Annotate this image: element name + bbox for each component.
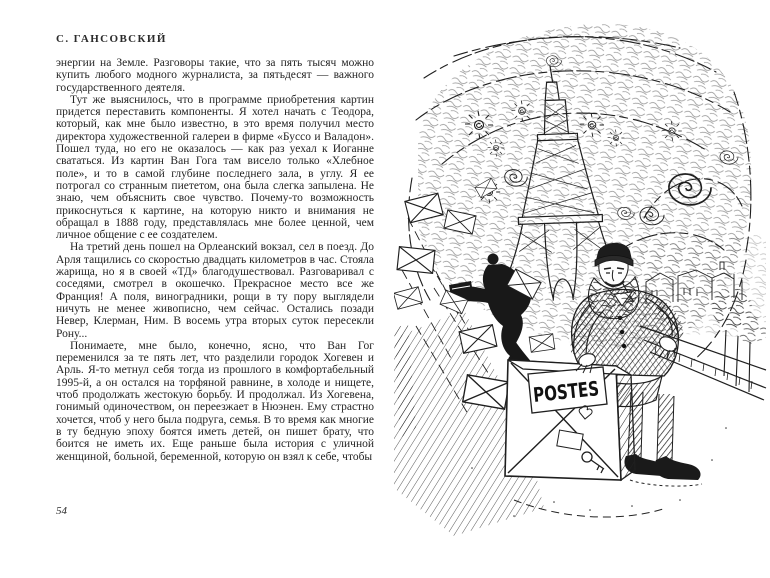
stamp-doodle bbox=[557, 430, 583, 450]
running-head: С. ГАНСОВСКИЙ bbox=[56, 33, 167, 45]
boot-right bbox=[655, 456, 701, 480]
page-number: 54 bbox=[56, 505, 67, 517]
left-page bbox=[56, 33, 374, 463]
van-gogh-illustration bbox=[394, 8, 768, 548]
paragraph-4: Понимаете, мне было, конечно, ясно, что Ван Гог переменился за те пять лет, что разделили городок Хогевен и Арль. Я-то метнул себя тогда из прошлого в комфортабельный 1995-й, а он остался на торфяной равнине, в холоде и нищете, чтоб продолжать жестокую борьбу. И продолжал. Из Хогевена, гонимый одиночеством, он переезжает в Нюэнен. Ему страстно хочется, чтоб у него была подруга, семья. В то время как многие в ту бедную эпоху боятся иметь детей, он пишет брату, что боится не иметь их. Еще раньше была история с уличной женщиной, больной, беременной, которую он взял к себе, чтобы bbox=[56, 339, 374, 463]
postes-label: POSTES bbox=[532, 373, 622, 407]
paragraph-2: Тут же выяснилось, что в программе приобретения картин придется переставить компоненты. Я хотел начать с Теодора, который, как мне было известно, в это время получил место директора художественной галереи в фирме «Буссо и Валадон». Пошел туда, но его не оказалось — как раз уехал к Иоганне свататься. Из картин Ван Гога там висело только «Хлебное поле», и то в самой глубине последнего зала, в углу. Я ее потрогал со странным пиететом, она была слегка запылена. Не знаю, чем объяснить свое чувство. Почему-то возможность прикоснуться к картине, на которую никто и внимания не обращал в 1888 году, представлялась мне более ценной, чем личное общение с ее создателем. bbox=[56, 93, 374, 242]
paragraph-1: энергии на Земле. Разговоры такие, что за пять тысяч можно купить любого модного журналиста, за пятьдесят — важного государственного деятеля. bbox=[56, 57, 374, 94]
body-text bbox=[56, 57, 374, 463]
postes-box bbox=[505, 351, 635, 480]
paragraph-3: На третий день пошел на Орлеанский вокзал, сел в поезд. До Арля тащились со скоростью двадцать километров в час. Стояла жарища, но я в своей «ТД» благодушествовал. Разговаривал с соседями, смотрел в окошечко. Прекрасное место все же Франция! А поля, виноградники, рощи в ту пору выглядели ничуть не менее живописно, чем сейчас. Остались позади Невер, Клерман, Ним. В восемь утра вторых суток пересекли Рону... bbox=[56, 241, 374, 340]
